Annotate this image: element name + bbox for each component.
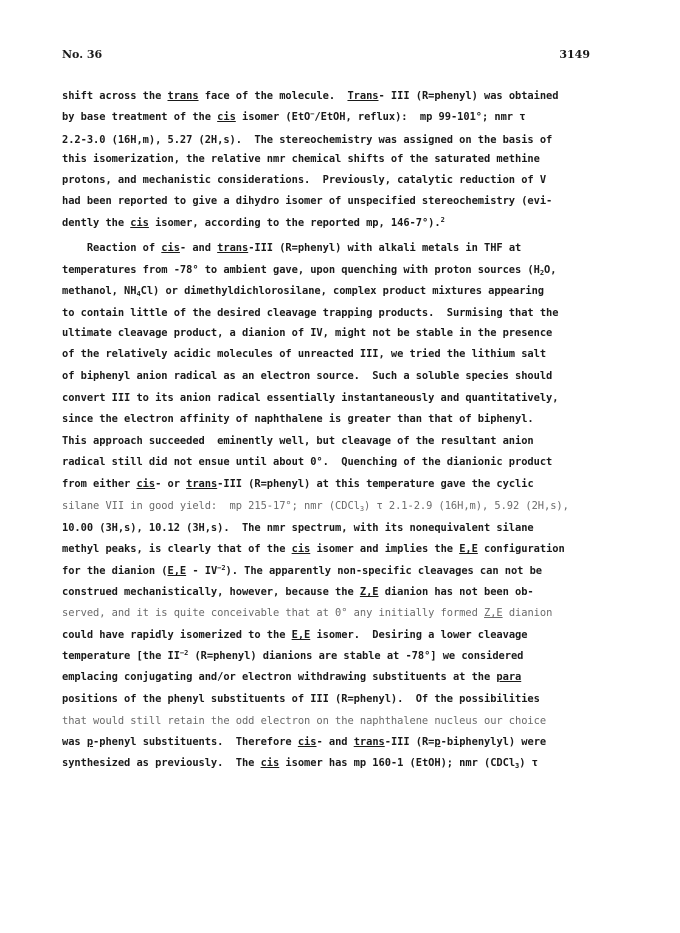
text-line (62, 539, 565, 559)
text-segment: - IV (186, 565, 218, 577)
text-line (62, 582, 534, 602)
text-line (62, 732, 546, 752)
text-line (62, 603, 552, 623)
text-line (62, 388, 558, 408)
text-segment: -biphenylyl) were (440, 736, 547, 748)
text-segment: synthesized as previously. The (62, 757, 261, 769)
text-segment: -III (R=phenyl) with alkali metals in THF at (248, 242, 522, 254)
text-segment: dianion (502, 607, 553, 619)
text-segment: isomer. Desiring a lower cleavage (310, 629, 528, 641)
text-segment: isomer (EtO (235, 111, 311, 123)
superscript: − (310, 110, 315, 118)
text-line (62, 130, 552, 150)
underlined-term: cis (260, 757, 280, 769)
text-line (62, 667, 521, 687)
underlined-term: E,E (291, 629, 311, 641)
text-line (62, 474, 534, 494)
text-segment: -phenyl substituents. Therefore (93, 736, 298, 748)
text-segment: temperatures from -78° to ambient gave, upon quenching with proton sources (H (62, 264, 540, 276)
underlined-term: p (434, 736, 441, 748)
text-segment: ) τ 2.1-2.9 (16H,m), 5.92 (2H,s), (364, 500, 569, 512)
text-line (62, 431, 534, 451)
text-segment: ultimate cleavage product, a dianion of IV, might not be stable in the presence (62, 327, 553, 339)
text-segment: Reaction of (62, 242, 162, 254)
underlined-term: E,E (167, 565, 187, 577)
text-line (62, 238, 521, 258)
text-segment: dently the (62, 217, 131, 229)
text-segment: emplacing conjugating and/or electron withdrawing substituents at the (62, 671, 497, 683)
text-line (62, 711, 546, 731)
text-segment: isomer has mp 160-1 (EtOH); nmr (CDCl (279, 757, 516, 769)
text-segment: dianion has not been ob- (378, 586, 534, 598)
text-segment: construed mechanistically, however, because the (62, 586, 360, 598)
text-segment: for the dianion ( (62, 565, 168, 577)
text-segment: (R=phenyl) dianions are stable at -78°] we considered (188, 650, 524, 662)
text-line (62, 561, 542, 581)
text-line (62, 191, 552, 211)
text-line (62, 86, 558, 106)
text-segment: served, and it is quite conceivable that at 0° any initially formed (62, 607, 484, 619)
text-line (62, 518, 534, 538)
text-line (62, 213, 445, 233)
text-segment: temperature [the II (62, 650, 180, 662)
text-line (62, 366, 552, 386)
subscript: 3 (515, 762, 520, 770)
text-segment: methanol, NH (62, 285, 137, 297)
subscript: 3 (359, 505, 365, 513)
text-line (62, 646, 523, 666)
text-segment: isomer, according to the reported mp, 146-7°). (148, 217, 441, 229)
text-segment: configuration (477, 543, 565, 555)
superscript: 2 (440, 216, 445, 224)
underlined-term: cis (130, 217, 149, 229)
text-segment: -III (R= (384, 736, 435, 748)
text-segment: of the relatively acidic molecules of unreacted III, we tried the lithium salt (62, 348, 547, 360)
superscript: −2 (217, 564, 226, 572)
text-segment: -III (R=phenyl) at this temperature gave the cyclic (217, 478, 534, 490)
text-segment: 2.2-3.0 (16H,m), 5.27 (2H,s). The stereochemistry was assigned on the basis of (62, 134, 553, 146)
text-segment: - or (155, 478, 187, 490)
page-number: 3149 (559, 48, 590, 61)
underlined-term: cis (297, 736, 317, 748)
text-segment: ) τ (519, 757, 538, 769)
superscript: −2 (179, 649, 189, 657)
text-segment: by base treatment of the (62, 111, 218, 123)
text-segment: since the electron affinity of naphthalene is greater than that of biphenyl. (62, 413, 534, 425)
underlined-term: Z,E (484, 607, 503, 619)
text-segment: isomer and implies the (310, 543, 460, 555)
text-segment: positions of the phenyl substituents of III (R=phenyl). Of the possibilities (62, 693, 540, 705)
underlined-term: trans (217, 242, 249, 254)
text-line (62, 323, 552, 343)
text-segment: radical still did not ensue until about 0°. Quenching of the dianionic product (62, 456, 553, 468)
underlined-term: Z,E (359, 586, 379, 598)
text-segment: from either (62, 478, 137, 490)
underlined-term: trans (186, 478, 218, 490)
subscript: 4 (136, 290, 141, 298)
underlined-term: cis (217, 111, 236, 123)
text-line (62, 260, 556, 280)
underlined-term: p (86, 736, 94, 748)
underlined-term: para (496, 671, 522, 683)
text-segment: to contain little of the desired cleavage trapping products. Surmising that the (62, 307, 559, 319)
text-line (62, 452, 552, 472)
text-segment: convert III to its anion radical essentially instantaneously and quantitatively, (62, 392, 559, 404)
text-line (62, 689, 540, 709)
page-header (62, 48, 590, 64)
text-line (62, 303, 558, 323)
text-segment: - III (R=phenyl) was obtained (378, 90, 559, 102)
text-line (62, 170, 546, 190)
text-segment: had been reported to give a dihydro isomer of unspecified stereochemistry (evi- (62, 195, 553, 207)
text-segment: - and (179, 242, 218, 254)
text-line (62, 625, 527, 645)
text-segment: of biphenyl anion radical as an electron source. Such a soluble species should (62, 370, 553, 382)
underlined-term: cis (136, 478, 156, 490)
text-line (62, 344, 546, 364)
text-segment: protons, and mechanistic considerations. Previously, catalytic reduction of V (62, 174, 547, 186)
text-line (62, 281, 544, 301)
text-segment: shift across the (62, 90, 168, 102)
text-segment: methyl peaks, is clearly that of the (62, 543, 292, 555)
text-line (62, 496, 569, 516)
underlined-term: cis (161, 242, 180, 254)
text-line (62, 409, 534, 429)
text-line (62, 107, 525, 127)
text-segment: Cl) or dimethyldichlorosilane, complex product mixtures appearing (140, 285, 545, 297)
text-segment: silane VII in good yield: mp 215-17°; nmr (CDCl (62, 500, 360, 512)
text-segment: ). The apparently non-specific cleavages can not be (225, 565, 542, 577)
text-segment: This approach succeeded eminently well, but cleavage of the resultant anion (62, 435, 534, 447)
text-segment: face of the molecule. (198, 90, 348, 102)
underlined-term: trans (167, 90, 199, 102)
subscript: 2 (539, 269, 545, 277)
text-segment: this isomerization, the relative nmr chemical shifts of the saturated methine (62, 153, 540, 165)
text-segment: could have rapidly isomerized to the (62, 629, 292, 641)
underlined-term: trans (353, 736, 385, 748)
text-segment: that would still retain the odd electron on the naphthalene nucleus our choice (62, 715, 547, 727)
underlined-term: Trans (347, 90, 379, 102)
text-segment: was (62, 736, 87, 748)
text-segment: - and (316, 736, 354, 748)
text-segment: O, (544, 264, 557, 276)
underlined-term: cis (291, 543, 311, 555)
text-line (62, 149, 540, 169)
underlined-term: E,E (459, 543, 478, 555)
text-segment: /EtOH, reflux): mp 99-101°; nmr τ (314, 111, 526, 123)
text-segment: 10.00 (3H,s), 10.12 (3H,s). The nmr spectrum, with its nonequivalent silane (62, 522, 534, 534)
journal-issue-number: No. 36 (62, 48, 103, 61)
text-line (62, 753, 538, 773)
